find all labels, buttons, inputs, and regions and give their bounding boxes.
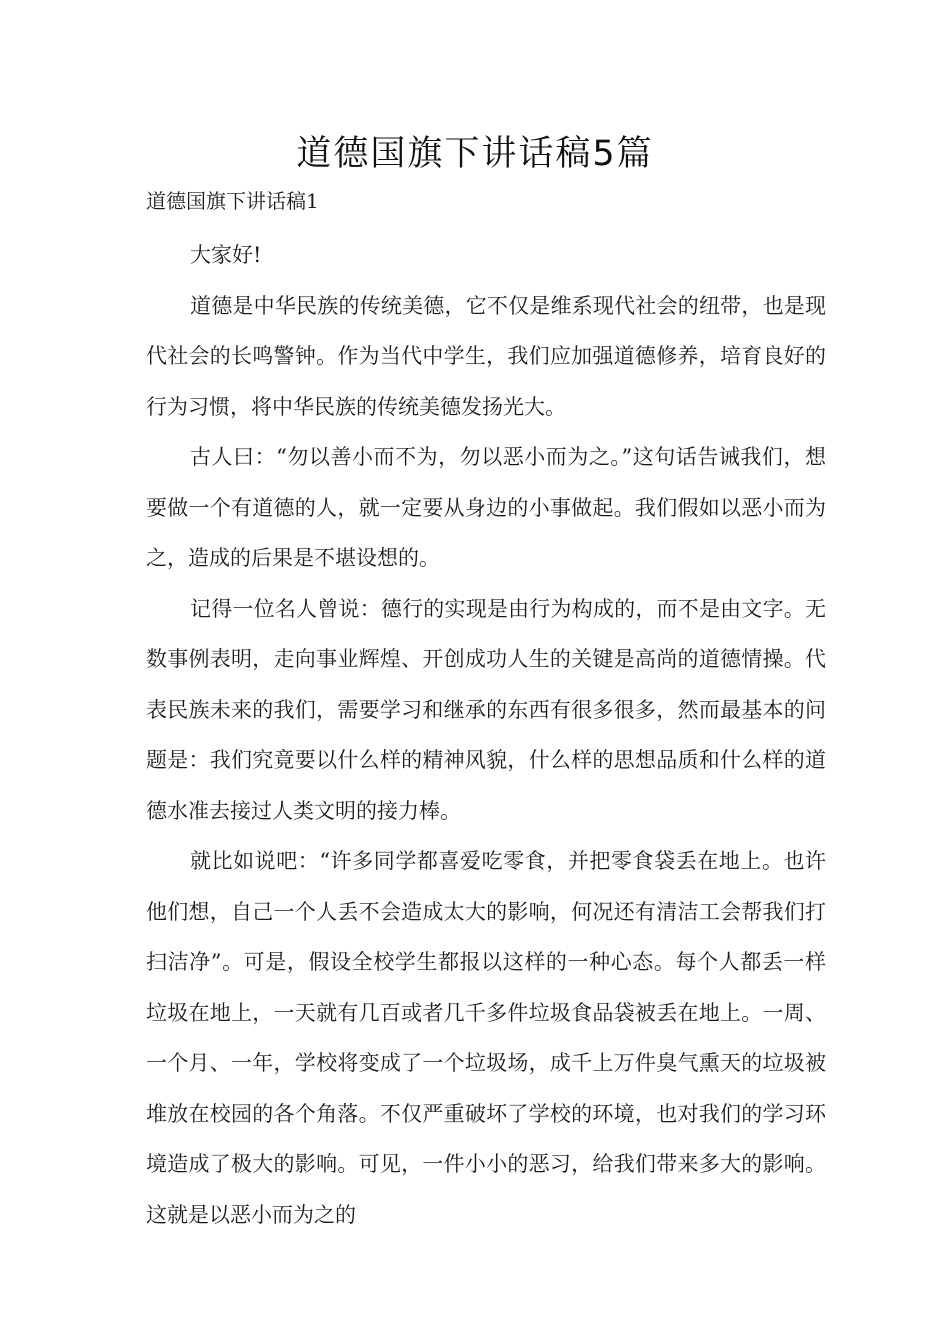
document-title: 道德国旗下讲话稿5篇 — [296, 134, 654, 174]
paragraph-4: 就比如说吧：“许多同学都喜爱吃零食，并把零食袋丢在地上。也许他们想，自己一个人丢不会造成太大的影响，何况还有清洁工会帮我们打扫洁净”。可是，假设全校学生都报以这样的一种心态。每个人都丢一样垃圾在地上，一天就有几百或者几千多件垃圾食品袋被丢在地上。一周、一个月、一年，学校将变成了一个垃圾场，成千上万件臭气熏天的垃圾被堆放在校园的各个角落。不仅严重破坏了学校的环境，也对我们的学习环境造成了极大的影响。可见，一件小小的恶习，给我们带来多大的影响。这就是以恶小而为之的 — [146, 849, 826, 1227]
paragraph-2: 古人曰：“勿以善小而不为，勿以恶小而为之。”这句话告诫我们，想要做一个有道德的人，就一定要从身边的小事做起。我们假如以恶小而为之，造成的后果是不堪设想的。 — [146, 445, 826, 570]
paragraph-1: 道德是中华民族的传统美德，它不仅是维系现代社会的纽带，也是现代社会的长鸣警钟。作为当代中学生，我们应加强道德修养，培育良好的行为习惯，将中华民族的传统美德发扬光大。 — [146, 293, 826, 419]
section-heading: 道德国旗下讲话稿1 — [146, 189, 319, 213]
paragraph-3: 记得一位名人曾说：德行的实现是由行为构成的，而不是由文字。无数事例表明，走向事业辉煌、开创成功人生的关键是高尚的道德情操。代表民族未来的我们，需要学习和继承的东西有很多很多，然而最基本的问题是：我们究竟要以什么样的精神风貌，什么样的思想品质和什么样的道德水准去接过人类文明的接力棒。 — [146, 596, 826, 823]
paragraph-greeting: 大家好! — [190, 243, 262, 267]
body-text — [146, 230, 826, 1240]
